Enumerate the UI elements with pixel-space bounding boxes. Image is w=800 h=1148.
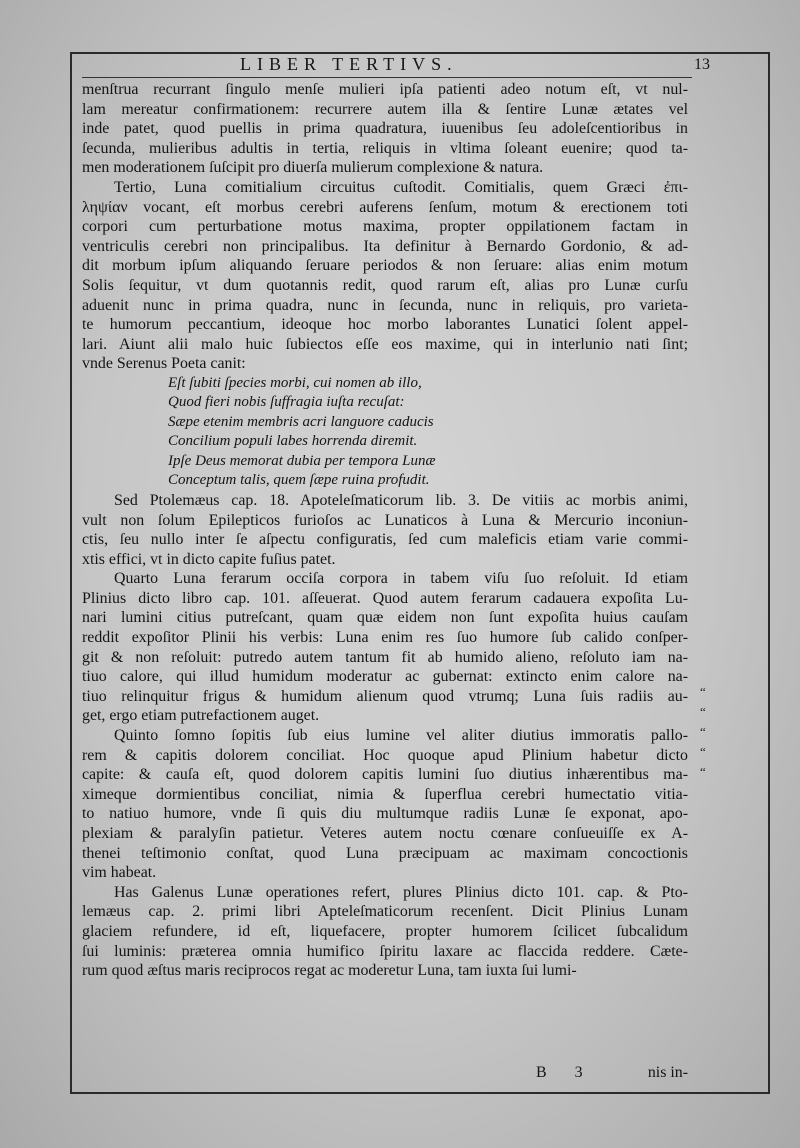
signature-mark: B 3 (536, 1064, 595, 1081)
text-line: aduenit nunc in prima quadra, nunc in ſecunda, nunc in reliquis, pro varieta- (82, 296, 688, 314)
text-line: thenei teſtimonio conſtat, quod Luna præcipuam ac maximam concoctionis (82, 844, 688, 862)
running-header (80, 52, 710, 78)
text-line: capite: & cauſa eſt, quod dolorem capitis lumini ſuo diutius inhærentibus ma- (82, 766, 688, 784)
paragraph (82, 491, 688, 569)
margin-quote-mark: “ (700, 724, 706, 739)
verse-line: Sæpe etenim membris acri languore caducis (168, 413, 434, 430)
text-line: ctis, ſeu nullo inter ſe aſpectu configuratis, ſed cum maleficis etiam varie commi- (82, 531, 688, 549)
text-line: nari lumini citius putreſcant, quam quæ eidem non ſunt expoſita huius cauſam (82, 609, 688, 627)
text-line: Plinius dicto libro cap. 101. aſſeuerat. Quod autem ferarum cadauera expoſita Lu- (82, 589, 688, 607)
margin-quote-mark: “ (700, 744, 706, 759)
text-line: Tertio, Luna comitialium circuitus cuſtodit. Comitialis, quem Græci ἐπι- (114, 178, 688, 196)
text-line: to natiuo humore, vnde ſi quis diu multumque radiis Lunæ ſe exponat, apo- (82, 805, 688, 823)
text-line: get, ergo etiam putrefactionem auget. (82, 707, 320, 725)
margin-quotation-marks (700, 682, 730, 782)
verse-line: Quod fieri nobis ſuffragia iuſta recuſat: (168, 394, 405, 411)
text-line: glaciem refundere, id eſt, liquefacere, propter humorem ſcilicet ſubcalidum (82, 922, 688, 940)
text-line: lam mereatur confirmationem: recurrere autem illa & ſentire Lunæ ætates vel (82, 100, 688, 118)
text-line: Quarto Luna ferarum occiſa corpora in tabem viſu ſuo reſoluit. Id etiam (114, 570, 688, 588)
page-footer (82, 1064, 688, 1086)
text-line: ximeque dormientibus conciliat, nimia & ſuperflua cerebri humectatio vitia- (82, 785, 688, 803)
body-text (82, 80, 688, 981)
text-line: git & non reſoluit: putredo autem tantum fit ab humido alieno, reſoluto iam na- (82, 648, 688, 666)
paragraph (82, 178, 688, 374)
paragraph (82, 883, 688, 981)
margin-quote-mark: “ (700, 684, 706, 699)
text-line: vim habeat. (82, 864, 157, 882)
catchword: nis in- (647, 1064, 688, 1081)
text-line: ſui luminis: præterea omnia humifico ſpiritu laxare ac flaccida reddere. Cæte- (82, 942, 688, 960)
text-line: reddit expoſitor Plinii his verbis: Luna enim res ſuo humore ſub calido conſper- (82, 629, 688, 647)
header-rule (82, 77, 692, 78)
verse-line: Eſt ſubiti ſpecies morbi, cui nomen ab illo, (168, 374, 422, 391)
text-line: tiuo relinquitur frigus & humidum alienum quod vtrumq; Luna ſuis radiis au- (82, 687, 688, 705)
text-line: menſtrua recurrant ſingulo menſe mulieri ipſa patienti adeo notum eſt, vt nul- (82, 81, 688, 98)
text-line: xtis effici, vt in dicto capite fuſius patet. (82, 550, 336, 568)
text-line: men moderationem ſuſcipit pro diuerſa mulierum complexione & natura. (82, 159, 544, 177)
text-line: dit morbum ipſum aliquando ſeruare periodos & non ſeruare: alias enim motum (82, 257, 688, 275)
text-line: rum quod æſtus maris reciprocos regat ac moderetur Luna, tam iuxta ſui lumi- (82, 962, 577, 980)
text-line: inde patet, quod puellis in prima quadratura, iuuenibus ſeu adoleſcentioribus in (82, 120, 688, 138)
text-line: tiuo calore, qui illud humidum moderatur ac gubernat: extincto enim calore na- (82, 668, 688, 686)
verse-quotation (168, 374, 688, 491)
text-line: ληψίαν vocant, eſt morbus cerebri auferens ſenſum, motum & erectionem toti (82, 198, 688, 216)
page-number: 13 (694, 56, 710, 73)
text-line: Sed Ptolemæus cap. 18. Apoteleſmaticorum lib. 3. De vitiis ac morbis animi, (114, 491, 688, 509)
text-line: lari. Aiunt alii malo huic ſubiectos eſſe eos maxime, qui in interlunio nati ſint; (82, 335, 688, 353)
margin-quote-mark: “ (700, 764, 706, 779)
paragraph (82, 726, 688, 883)
verse-line: Ipſe Deus memorat dubia per tempora Lunæ (168, 452, 436, 469)
text-line: vult non ſolum Epilepticos furioſos ac Lunaticos à Luna & Mercurio inconiun- (82, 511, 688, 529)
running-title: LIBER TERTIVS. (240, 54, 458, 74)
paragraph (82, 80, 688, 178)
text-line: ſecunda, mulieribus adultis in tertia, reliquis in vltima ſoleant euenire; quod ta- (82, 139, 688, 157)
text-line: Solis ſequitur, vt dum quotannis redit, quod rarum eſt, alias pro Lunæ curſu (82, 276, 688, 294)
verse-line: Concilium populi labes horrenda diremit. (168, 433, 418, 450)
text-line: vnde Serenus Poeta canit: (82, 355, 246, 373)
text-line: lemæus cap. 2. primi libri Apteleſmaticorum recenſent. Dicit Plinius Lunam (82, 903, 688, 921)
paragraph (82, 569, 688, 726)
verse-line: Conceptum talis, quem ſæpe ruina profudit. (168, 472, 430, 489)
text-line: plexiam & paralyſin patietur. Veteres autem noctu cœnare conſueuiſſe ex A- (82, 825, 688, 842)
text-line: rem & capitis dolorem conciliat. Hoc quoque apud Plinium habetur dicto (82, 746, 688, 764)
paragraphs-after-verse (82, 491, 688, 981)
paragraphs-before-verse (82, 80, 688, 374)
text-line: Quinto ſomno ſopitis ſub eius lumine vel aliter diutius immoratis pallo- (114, 727, 688, 745)
margin-quote-mark: “ (700, 704, 706, 719)
text-line: ventriculis cerebri non principalibus. Ita definitur à Bernardo Gordonio, & ad- (82, 237, 688, 255)
text-line: corpori cum perturbatione motus maxima, propter oppilationem factam in (82, 218, 688, 236)
text-line: Has Galenus Lunæ operationes refert, plures Plinius dicto 101. cap. & Pto- (114, 883, 688, 901)
text-line: te humorum peccantium, ideoque hoc morbo laborantes Lunatici ſolent appel- (82, 316, 688, 334)
